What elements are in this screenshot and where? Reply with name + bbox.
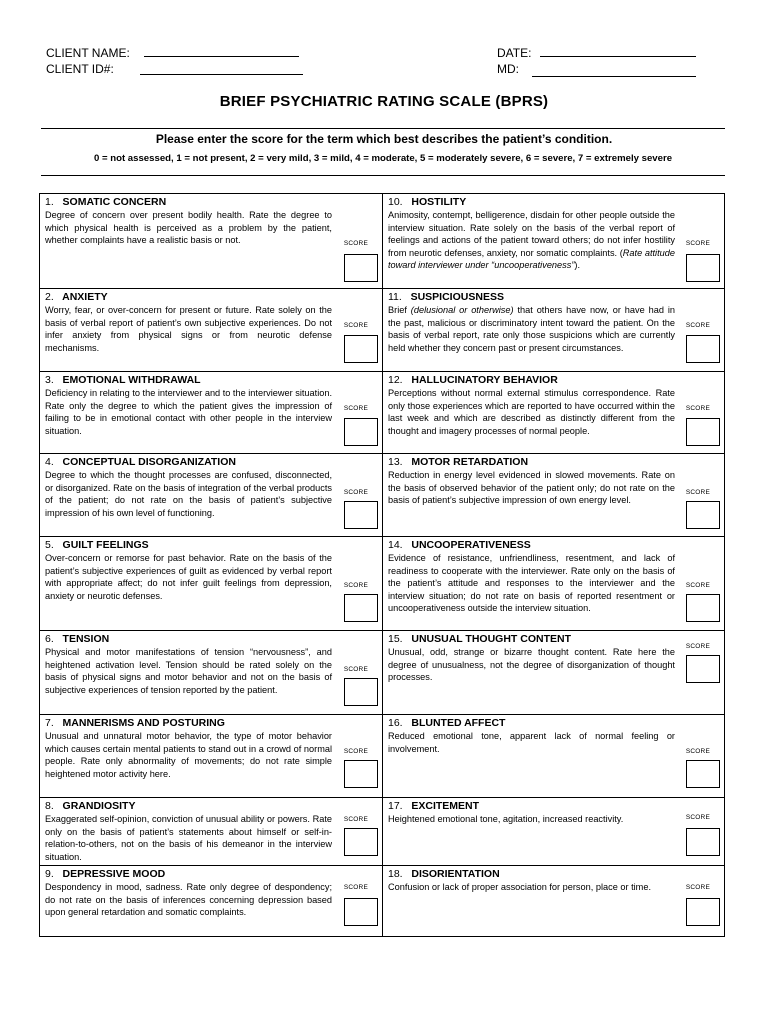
- score-label: SCORE: [343, 816, 368, 823]
- item-description: Reduced emotional tone, apparent lack of normal feeling or involvement.: [388, 731, 675, 754]
- score-label: SCORE: [343, 240, 368, 247]
- score-input-box[interactable]: [686, 254, 720, 282]
- score-input-box[interactable]: [686, 655, 720, 683]
- item-number: 14.: [388, 539, 403, 551]
- item-heading: [45, 800, 135, 812]
- item-heading: [388, 456, 528, 468]
- score-input-box[interactable]: [344, 760, 378, 788]
- md-field[interactable]: [532, 76, 696, 77]
- score-input-box[interactable]: [344, 678, 378, 706]
- rating-item: [40, 289, 382, 372]
- score-input-box[interactable]: [344, 828, 378, 856]
- right-column: [383, 194, 724, 936]
- rating-item: [383, 372, 724, 454]
- item-description: Worry, fear, or over-concern for present or future. Rate solely on the basis of verbal report of patient’s own subjective experiences. Do not infer anxiety from physical signs or from neurotic defense mechanisms.: [45, 305, 332, 353]
- item-name: CONCEPTUAL DISORGANIZATION: [62, 456, 236, 468]
- score-input-box[interactable]: [344, 501, 378, 529]
- item-number: 5.: [45, 539, 54, 551]
- item-description: Deficiency in relating to the interviewer and to the interviewer situation. Rate only the degree to which the patient gives the impression of failing to be in emotional contact with other people in the interview situation.: [45, 388, 333, 436]
- item-name: HALLUCINATORY BEHAVIOR: [411, 374, 558, 386]
- rating-item: [40, 866, 382, 937]
- item-heading: [45, 374, 201, 386]
- client-id-label: CLIENT ID#:: [46, 62, 114, 76]
- score-input-box[interactable]: [344, 594, 378, 622]
- item-name: SUSPICIOUSNESS: [410, 291, 504, 303]
- divider-top: [41, 128, 725, 129]
- item-number: 2.: [45, 291, 54, 303]
- score-label: SCORE: [685, 240, 710, 247]
- score-input-box[interactable]: [686, 335, 720, 363]
- score-label: SCORE: [343, 666, 368, 673]
- item-name: GRANDIOSITY: [62, 800, 136, 812]
- item-name: ANXIETY: [62, 291, 108, 303]
- left-column: [40, 194, 383, 936]
- page-title: BRIEF PSYCHIATRIC RATING SCALE (BPRS): [219, 93, 549, 110]
- item-description: Exaggerated self-opinion, conviction of unusual ability or powers. Rate only on the basis of patient’s statements about himself or self-in-relation-to-others, not on the basis of his demeanor in the interview situation.: [45, 814, 332, 862]
- item-name: HOSTILITY: [411, 196, 467, 208]
- item-name: UNCOOPERATIVENESS: [411, 539, 531, 551]
- item-number: 4.: [45, 456, 54, 468]
- score-input-box[interactable]: [686, 594, 720, 622]
- rating-item: [383, 715, 724, 798]
- item-number: 10.: [388, 196, 403, 208]
- item-description: Over-concern or remorse for past behavior. Rate on the basis of the patient’s subjective experiences of guilt as evidenced by verbal report with appropriate affect; do not infer guilt feelings from depression, anxiety or neurotic defenses.: [45, 553, 332, 601]
- item-heading: [45, 633, 109, 645]
- client-name-field[interactable]: [144, 56, 299, 57]
- item-name: BLUNTED AFFECT: [411, 717, 506, 729]
- score-label: SCORE: [343, 322, 368, 329]
- item-description: Degree of concern over present bodily health. Rate the degree to which physical health is perceived as a problem by the patient, whether complaints have a realistic basis or not.: [45, 210, 332, 246]
- score-input-box[interactable]: [344, 335, 378, 363]
- rating-item: [40, 372, 382, 454]
- item-description: Reduction in energy level evidenced in slowed movements. Rate on the basis of observed behavior of the patient only; do not rate on the basis of patient’s subjective impression of own energy level.: [388, 470, 675, 506]
- item-number: 3.: [45, 374, 54, 386]
- item-heading: [45, 456, 236, 468]
- score-label: SCORE: [685, 643, 710, 650]
- rating-item: [40, 194, 382, 289]
- item-name: MANNERISMS AND POSTURING: [62, 717, 225, 729]
- item-heading: [388, 374, 558, 386]
- rating-item: [40, 631, 382, 715]
- item-number: 1.: [45, 196, 54, 208]
- item-number: 18.: [388, 868, 403, 880]
- item-name: TENSION: [62, 633, 110, 645]
- item-description: Confusion or lack of proper association for person, place or time.: [388, 882, 651, 892]
- item-description: Unusual, odd, strange or bizarre thought content. Rate here the degree of unusualness, not the degree of disorganization of thought processes.: [388, 647, 675, 683]
- rating-item: [383, 631, 724, 715]
- rating-item: [40, 537, 382, 631]
- item-description: Brief (delusional or otherwise) that others have now, or have had in the past, malicious or discriminatory intent toward the patient. On the basis of verbal report, rate only those suspicions which are currently held whether they concern past or present circumstances.: [388, 305, 675, 353]
- score-label: SCORE: [343, 884, 368, 891]
- item-description: Perceptions without normal external stimulus correspondence. Rate only those experiences which are reported to have occurred within the last week and which are described as distinctly different from the thought and imagery processes of normal people.: [388, 388, 675, 436]
- score-input-box[interactable]: [344, 254, 378, 282]
- score-input-box[interactable]: [686, 898, 720, 926]
- score-label: SCORE: [343, 582, 368, 589]
- rating-item: [383, 289, 724, 372]
- date-field[interactable]: [540, 56, 696, 57]
- item-heading: [388, 539, 531, 551]
- item-heading: [45, 291, 108, 303]
- item-description: Degree to which the thought processes are confused, disconnected, or disorganized. Rate on the basis of integration of the verbal products of the patient; do not rate on the basis of patient’s subjective impression of his own level of functioning.: [45, 470, 332, 518]
- item-heading: [388, 291, 504, 303]
- client-name-label: CLIENT NAME:: [46, 46, 130, 60]
- score-input-box[interactable]: [686, 418, 720, 446]
- item-heading: [388, 633, 571, 645]
- rating-item: [40, 798, 382, 866]
- rating-grid: [39, 193, 725, 937]
- score-label: SCORE: [685, 405, 710, 412]
- item-description-italic: Rate attitude toward interviewer under “uncooperativeness”: [388, 247, 675, 271]
- item-description-italic: (delusional or otherwise): [410, 305, 514, 315]
- rating-item: [383, 194, 724, 289]
- item-name: UNUSUAL THOUGHT CONTENT: [411, 633, 572, 645]
- score-label: SCORE: [685, 748, 710, 755]
- score-label: SCORE: [343, 748, 368, 755]
- item-heading: [45, 539, 149, 551]
- client-id-field[interactable]: [140, 74, 303, 75]
- score-label: SCORE: [685, 814, 710, 821]
- score-label: SCORE: [685, 489, 710, 496]
- score-label: SCORE: [685, 582, 710, 589]
- item-heading: [45, 717, 225, 729]
- rating-item: [40, 715, 382, 798]
- item-heading: [388, 868, 500, 880]
- item-heading: [388, 717, 505, 729]
- item-name: DISORIENTATION: [411, 868, 500, 880]
- rating-item: [383, 454, 724, 537]
- item-name: GUILT FEELINGS: [62, 539, 149, 551]
- score-label: SCORE: [685, 322, 710, 329]
- item-number: 17.: [388, 800, 403, 812]
- item-description: Animosity, contempt, belligerence, disdain for other people outside the interview situation. Rate solely on the basis of the verbal report of feelings and actions of the patient toward others; do not infer hostility from neurotic defenses, anxiety, nor somatic complaints. (Rate attitude toward interviewer under “uncooperativeness”).: [388, 210, 675, 271]
- scale-legend: 0 = not assessed, 1 = not present, 2 = very mild, 3 = mild, 4 = moderate, 5 = moderately severe, 6 = severe, 7 = extremely severe: [93, 153, 673, 164]
- item-number: 11.: [388, 291, 402, 303]
- score-label: SCORE: [685, 884, 710, 891]
- score-input-box[interactable]: [344, 418, 378, 446]
- item-name: EXCITEMENT: [411, 800, 480, 812]
- score-input-box[interactable]: [344, 898, 378, 926]
- item-number: 12.: [388, 374, 403, 386]
- item-number: 16.: [388, 717, 403, 729]
- divider-bottom: [41, 175, 725, 176]
- item-number: 8.: [45, 800, 54, 812]
- item-name: DEPRESSIVE MOOD: [62, 868, 166, 880]
- item-name: EMOTIONAL WITHDRAWAL: [62, 374, 201, 386]
- item-heading: [388, 800, 479, 812]
- item-number: 7.: [45, 717, 54, 729]
- date-label: DATE:: [497, 46, 532, 60]
- item-number: 9.: [45, 868, 54, 880]
- rating-item: [383, 866, 724, 937]
- score-label: SCORE: [343, 489, 368, 496]
- score-input-box[interactable]: [686, 828, 720, 856]
- item-description: Physical and motor manifestations of tension “nervousness”, and heightened activation level. Tension should be rated solely on the basis of physical signs and motor behavior and not on the basis of subjective experiences of tension reported by the patient.: [45, 647, 332, 695]
- item-number: 6.: [45, 633, 54, 645]
- item-number: 15.: [388, 633, 403, 645]
- item-heading: [45, 196, 166, 208]
- item-heading: [388, 196, 466, 208]
- item-number: 13.: [388, 456, 403, 468]
- rating-item: [383, 537, 724, 631]
- rating-item: [383, 798, 724, 866]
- score-input-box[interactable]: [686, 501, 720, 529]
- item-name: SOMATIC CONCERN: [62, 196, 167, 208]
- item-heading: [45, 868, 165, 880]
- item-description: Despondency in mood, sadness. Rate only degree of despondency; do not rate on the basis of inferences concerning depression based upon general retardation and somatic complaints.: [45, 882, 332, 918]
- item-description: Evidence of resistance, unfriendliness, resentment, and lack of readiness to cooperate with the interviewer. Rate only on the basis of the patient’s attitude and responses to the interviewer and the interview situation; do not rate on basis of reported resentment or uncooperativeness outside the interview situation.: [388, 553, 675, 614]
- score-label: SCORE: [343, 405, 368, 412]
- md-label: MD:: [497, 62, 519, 76]
- item-description: Unusual and unnatural motor behavior, the type of motor behavior which causes certain mental patients to stand out in a crowd of normal people. Rate only abnormality of movements; do not rate simple heightened motor activity here.: [45, 731, 332, 779]
- item-description: Heightened emotional tone, agitation, increased reactivity.: [388, 814, 624, 824]
- item-name: MOTOR RETARDATION: [411, 456, 529, 468]
- score-input-box[interactable]: [686, 760, 720, 788]
- rating-item: [40, 454, 382, 537]
- instruction-text: Please enter the score for the term which best describes the patient’s condition.: [155, 132, 613, 146]
